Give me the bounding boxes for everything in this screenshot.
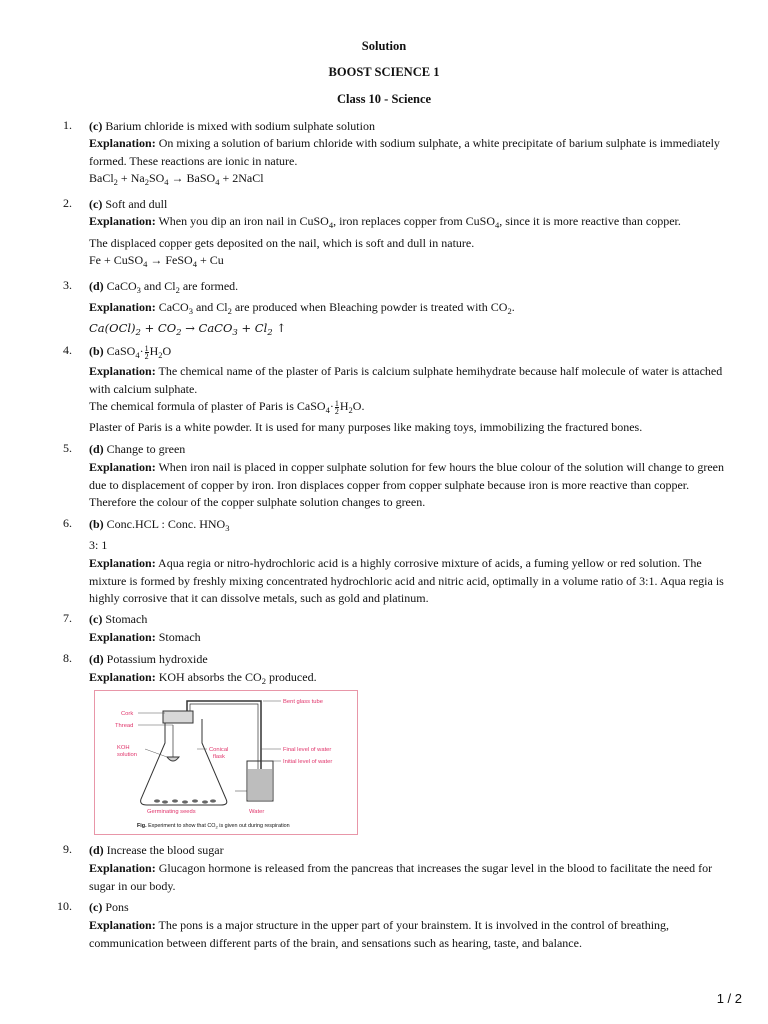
explanation: Explanation: The pons is a major structure in the upper part of your brainstem. It is involved in the control of breathing, communication between different parts of the brain, and sensations such as hearing, taste, and balance. <box>89 918 670 950</box>
label-bent-tube: Bent glass tube <box>283 699 323 705</box>
answer: (d) Increase the blood sugar <box>89 843 224 857</box>
answer: (c) Pons <box>89 900 129 914</box>
fraction: $\frac{1}{2}$ <box>144 343 149 361</box>
answer: (c) Soft and dull <box>89 197 168 211</box>
explanation: Explanation: Glucagon hormone is released from the pancreas that increases the sugar level in the blood to facilitate the need for sugar in our body. <box>89 861 713 893</box>
water <box>248 769 272 800</box>
question-number: 6. <box>63 516 72 530</box>
book-title: BOOST SCIENCE 1 <box>328 65 440 79</box>
label-final-level: Final level of water <box>283 747 332 753</box>
question-number: 3. <box>63 278 72 292</box>
question-number: 10. <box>57 899 72 913</box>
answer: (d) Change to green <box>89 442 186 456</box>
label-flask: flask <box>213 754 225 760</box>
solution-title: Solution <box>361 39 407 53</box>
conical-flask <box>141 719 227 805</box>
label-conical: Conical <box>209 747 229 753</box>
respiration-experiment-figure <box>94 690 358 835</box>
question-number: 4. <box>63 343 72 357</box>
equation: Fe + CuSO$_4$ → FeSO$_4$ + Cu <box>89 253 224 269</box>
ratio: 3: 1 <box>89 538 108 552</box>
question-number: 8. <box>63 651 72 665</box>
figure-caption: Fig. Experiment to show that $CO_2$ is given out during respiration <box>137 823 290 830</box>
label-water: Water <box>249 809 265 815</box>
label-cork: Cork <box>121 711 134 717</box>
explanation: Explanation: On mixing a solution of barium chloride with sodium sulphate, a white precipitate of barium sulphate is immediately formed. These reactions are ionic in nature. <box>89 136 720 168</box>
label-thread: Thread <box>115 723 134 729</box>
equation: $Ca(OCl)_2 + CO_2$ → CaCO$_3$ + $Cl_2$ ↑ <box>89 321 286 338</box>
koh-container <box>167 757 179 761</box>
cork <box>163 711 193 723</box>
answer: (b) CaSO$_4$· $\frac{1}{2}$ $H_2O$ <box>89 343 172 361</box>
question-number: 2. <box>63 196 72 210</box>
explanation: Explanation: The chemical name of the plaster of Paris is calcium sulphate hemihydrate because half molecule of water is attached with calcium sulphate. <box>89 364 723 396</box>
explanation: Explanation: CaCO$_3$ and $Cl_2$ are produced when Bleaching powder is treated with $CO_2$. <box>89 300 515 316</box>
explanation-continued: Plaster of Paris is a white powder. It is used for many purposes like making toys, immobilizing the fractured bones. <box>89 420 643 434</box>
label-koh-solution: solution <box>117 752 137 758</box>
equation: BaCl$_2$ + $Na_2SO_4$ → BaSO$_4$ + 2NaCl <box>89 171 264 187</box>
question-number: 9. <box>63 842 72 856</box>
fraction: $\frac{1}{2}$ <box>334 398 339 416</box>
answer: (d) CaCO$_3$ and $Cl_2$ are formed. <box>89 279 239 295</box>
answer: (c) Stomach <box>89 612 148 626</box>
explanation: Explanation: When you dip an iron nail in CuSO$_4$, iron replaces copper from CuSO$_4$, since it is more reactive than copper. <box>89 214 681 230</box>
question-number: 1. <box>63 118 72 132</box>
answer: (d) Potassium hydroxide <box>89 652 208 666</box>
answer: (b) Conc.HCL : Conc. $HNO_3$ <box>89 517 230 533</box>
answer: (c) Barium chloride is mixed with sodium sulphate solution <box>89 119 375 133</box>
explanation: Explanation: Aqua regia or nitro-hydrochloric acid is a highly corrosive mixture of acids, a fuming yellow or red solution. The mixture is formed by freshly mixing concentrated hydrochloric acid and nitric acid, optimally in a volume ratio of 3:1. Aqua regia is highly corrosive that it can dissolve metals, such as gold and platinum. <box>89 556 724 605</box>
question-number: 7. <box>63 611 72 625</box>
germinating-seeds <box>154 799 216 803</box>
formula-line: The chemical formula of plaster of Paris is CaSO$_4$· $\frac{1}{2}$ $H_2O$. <box>89 398 365 416</box>
explanation-continued: The displaced copper gets deposited on the nail, which is soft and dull in nature. <box>89 236 475 250</box>
page-number: 1 / 2 <box>716 991 742 1006</box>
explanation: Explanation: When iron nail is placed in copper sulphate solution for few hours the blue colour of the solution will change to green due to displacement of copper by iron. Iron displaces copper from copper sulphate because iron is more reactive than copper. Therefore the colour of the copper sulphate solution changes to green. <box>89 460 725 509</box>
explanation: Explanation: KOH absorbs the $CO_2$ produced. <box>89 670 317 686</box>
class-title: Class 10 - Science <box>336 92 432 106</box>
label-initial-level: Initial level of water <box>283 759 333 765</box>
question-number: 5. <box>63 441 72 455</box>
label-koh: KOH <box>117 745 130 751</box>
label-seeds: Germinating seeds <box>147 809 196 815</box>
explanation: Explanation: Stomach <box>89 630 201 644</box>
